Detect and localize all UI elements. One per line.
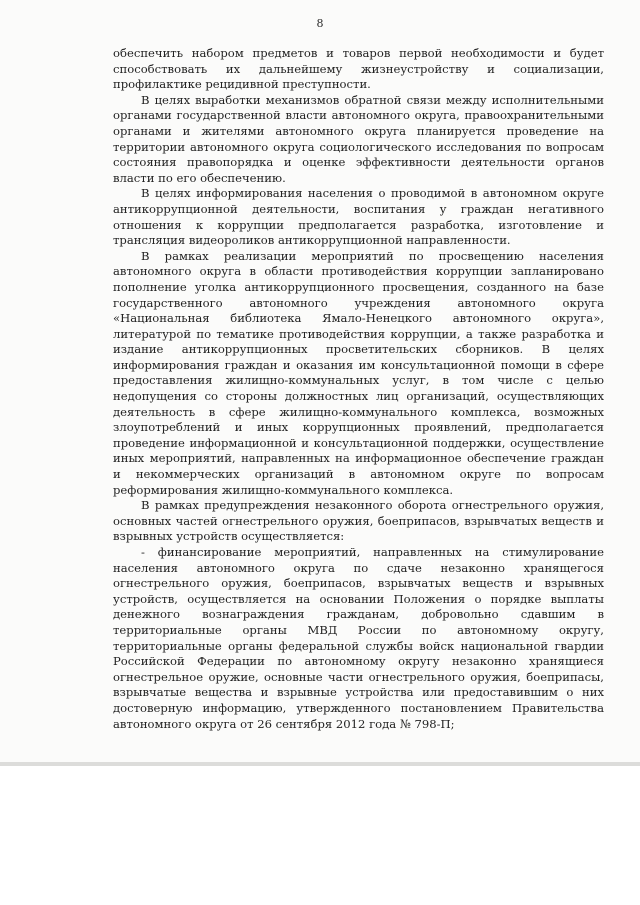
paragraph-anticorruption-videos: В целях информирования населения о проводимой в автономном округе антикоррупционной деятельности, воспитания у граждан негативного отношения к коррупции предполагается разработка, изготовление и трансляция видеороликов антикоррупционной направленности.: [113, 186, 604, 248]
paragraph-weapons-financing: - финансирование мероприятий, направленных на стимулирование населения автономного округа по сдаче незаконно хранящегося огнестрельного оружия, боеприпасов, взрывчатых веществ и взрывных устройств, осуществляется на основании Положения о порядке выплаты денежного вознаграждения гражданам, добровольно сдавшим в территориальные органы МВД России по автономному округу, территориальные органы федеральной службы войск национальной гвардии Российской Федерации по автономному округу незаконно хранящиеся огнестрельное оружие, основные части огнестрельного оружия, боеприпасы, взрывчатые вещества и взрывные устройства или предоставившим о них достоверную информацию, утвержденного постановлением Правительства автономного округа от 26 сентября 2012 года № 798-П;: [113, 545, 604, 731]
paragraph-feedback-research: В целях выработки механизмов обратной связи между исполнительными органами государственной власти автономного округа, правоохранительными органами и жителями автономного округа планируется проведение на территории автономного округа социологического исследования по вопросам состояния правопорядка и оценке эффективности деятельности органов власти по его обеспечению.: [113, 92, 604, 185]
document-body: [113, 46, 604, 732]
paragraph-weapons-prevention: В рамках предупреждения незаконного оборота огнестрельного оружия, основных частей огнестрельного оружия, боеприпасов, взрывчатых веществ и взрывных устройств осуществляется:: [113, 498, 604, 544]
page-number: 8: [316, 17, 324, 30]
paragraph-anticorruption-education: В рамках реализации мероприятий по просвещению населения автономного округа в области противодействия коррупции запланировано пополнение уголка антикоррупционного просвещения, созданного на базе государственного автономного учреждения автономного округа «Национальная библиотека Ямало-Ненецкого автономного округа», литературой по тематике противодействия коррупции, а также разработка и издание антикоррупционных просветительских сборников. В целях информирования граждан и оказания им консультационной помощи в сфере предоставления жилищно-коммунальных услуг, в том числе с целью недопущения со стороны должностных лиц организаций, осуществляющих деятельность в сфере жилищно-коммунального комплекса, возможных злоупотреблений и иных коррупционных проявлений, предполагается проведение информационной и консультационной поддержки, осуществление иных мероприятий, направленных на информационное обеспечение граждан и некоммерческих организаций в автономном округе по вопросам реформирования жилищно-коммунального комплекса.: [113, 248, 604, 497]
scan-edge-divider: [0, 762, 640, 766]
paragraph-continuation: обеспечить набором предметов и товаров первой необходимости и будет способствовать их дальнейшему жизнеустройству и социализации, профилактике рецидивной преступности.: [113, 46, 604, 92]
